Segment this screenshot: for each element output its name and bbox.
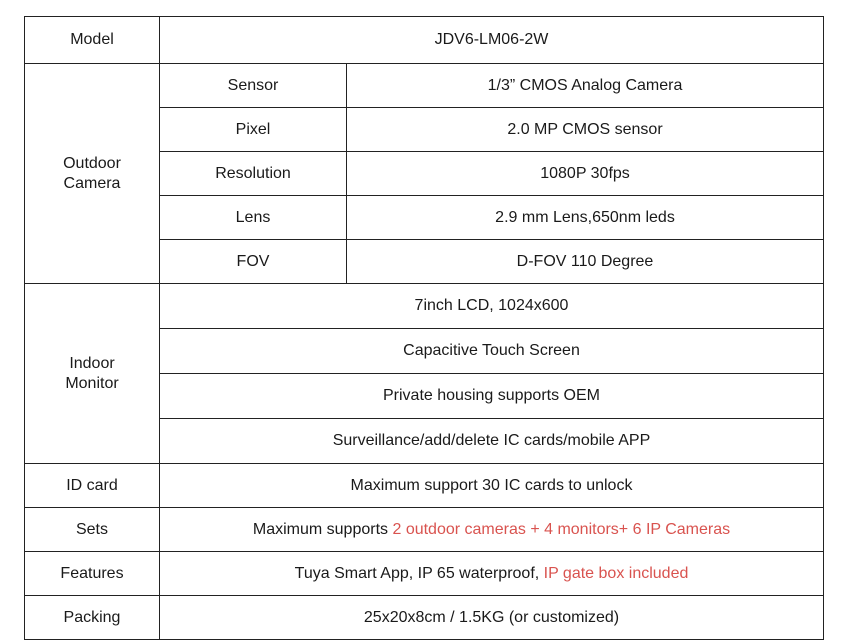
sensor-value: 1/3” CMOS Analog Camera <box>347 64 824 108</box>
features-value <box>160 552 824 596</box>
packing-label: Packing <box>25 596 160 640</box>
model-label: Model <box>25 17 160 64</box>
sensor-label: Sensor <box>160 64 347 108</box>
lens-label: Lens <box>160 196 347 240</box>
id-card-label: ID card <box>25 464 160 508</box>
resolution-label: Resolution <box>160 152 347 196</box>
indoor-housing-value: Private housing supports OEM <box>160 374 824 419</box>
table-row-id-card <box>25 464 824 508</box>
fov-label: FOV <box>160 240 347 284</box>
indoor-touch-value: Capacitive Touch Screen <box>160 329 824 374</box>
table-row-model <box>25 17 824 64</box>
spec-table <box>24 16 824 640</box>
table-row-packing <box>25 596 824 640</box>
fov-value: D-FOV 110 Degree <box>347 240 824 284</box>
resolution-value: 1080P 30fps <box>347 152 824 196</box>
table-row-sets <box>25 508 824 552</box>
id-card-value: Maximum support 30 IC cards to unlock <box>160 464 824 508</box>
sets-value-highlight: 2 outdoor cameras + 4 monitors+ 6 IP Cameras <box>392 520 731 538</box>
features-value-highlight: IP gate box included <box>543 564 689 582</box>
outdoor-camera-label-line1: Outdoor <box>63 154 121 172</box>
outdoor-camera-label-line2: Camera <box>63 174 121 192</box>
pixel-value: 2.0 MP CMOS sensor <box>347 108 824 152</box>
outdoor-camera-label <box>25 64 160 284</box>
table-row-features <box>25 552 824 596</box>
lens-value: 2.9 mm Lens,650nm leds <box>347 196 824 240</box>
sets-label: Sets <box>25 508 160 552</box>
features-label: Features <box>25 552 160 596</box>
model-value: JDV6-LM06-2W <box>160 17 824 64</box>
sets-value <box>160 508 824 552</box>
pixel-label: Pixel <box>160 108 347 152</box>
indoor-lcd-value: 7inch LCD, 1024x600 <box>160 284 824 329</box>
indoor-monitor-label-line1: Indoor <box>69 354 115 372</box>
features-value-plain: Tuya Smart App, IP 65 waterproof, <box>294 564 544 582</box>
indoor-surveillance-value: Surveillance/add/delete IC cards/mobile APP <box>160 419 824 464</box>
indoor-monitor-label-line2: Monitor <box>65 374 119 392</box>
indoor-monitor-label <box>25 284 160 464</box>
table-row-lcd <box>25 284 824 329</box>
sets-value-plain: Maximum supports <box>252 520 393 538</box>
table-row-sensor <box>25 64 824 108</box>
packing-value: 25x20x8cm / 1.5KG (or customized) <box>160 596 824 640</box>
